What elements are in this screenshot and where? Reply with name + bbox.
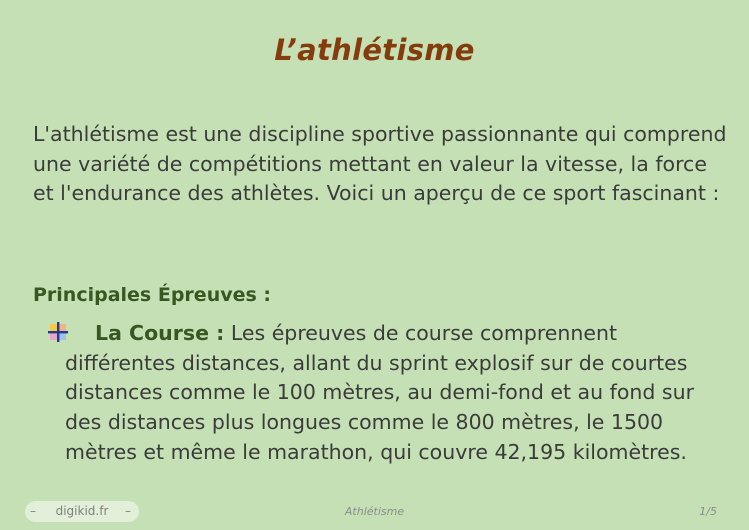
page-number: 1/5 [699, 505, 717, 518]
intro-paragraph: L'athlétisme est une discipline sportive passionnante qui comprend une variété de compétitions mettant en valeur la vitesse, la force et l'endurance des athlètes. Voici un aperçu de ce sport fascinant : [33, 122, 727, 206]
slide-title: L’athlétisme [274, 33, 475, 67]
footer-dash-right: – [125, 504, 131, 518]
footer-title: Athlétisme [344, 505, 405, 518]
section-heading: Principales Épreuves : [33, 284, 272, 306]
list-item [65, 319, 725, 468]
list-item-text: Les épreuves de course comprennent différentes distances, allant du sprint explosif sur de courtes distances comme le 100 mètres, au demi-fond et au fond sur des distances plus longues comme le 800 mètres, le 1500 mètres et même le marathon, qui couvre 42,195 kilomètres. [65, 321, 694, 464]
footer-brand: digikid.fr [55, 504, 109, 518]
footer-dash-left: – [30, 504, 36, 518]
list-item-term: La Course : [95, 321, 225, 345]
